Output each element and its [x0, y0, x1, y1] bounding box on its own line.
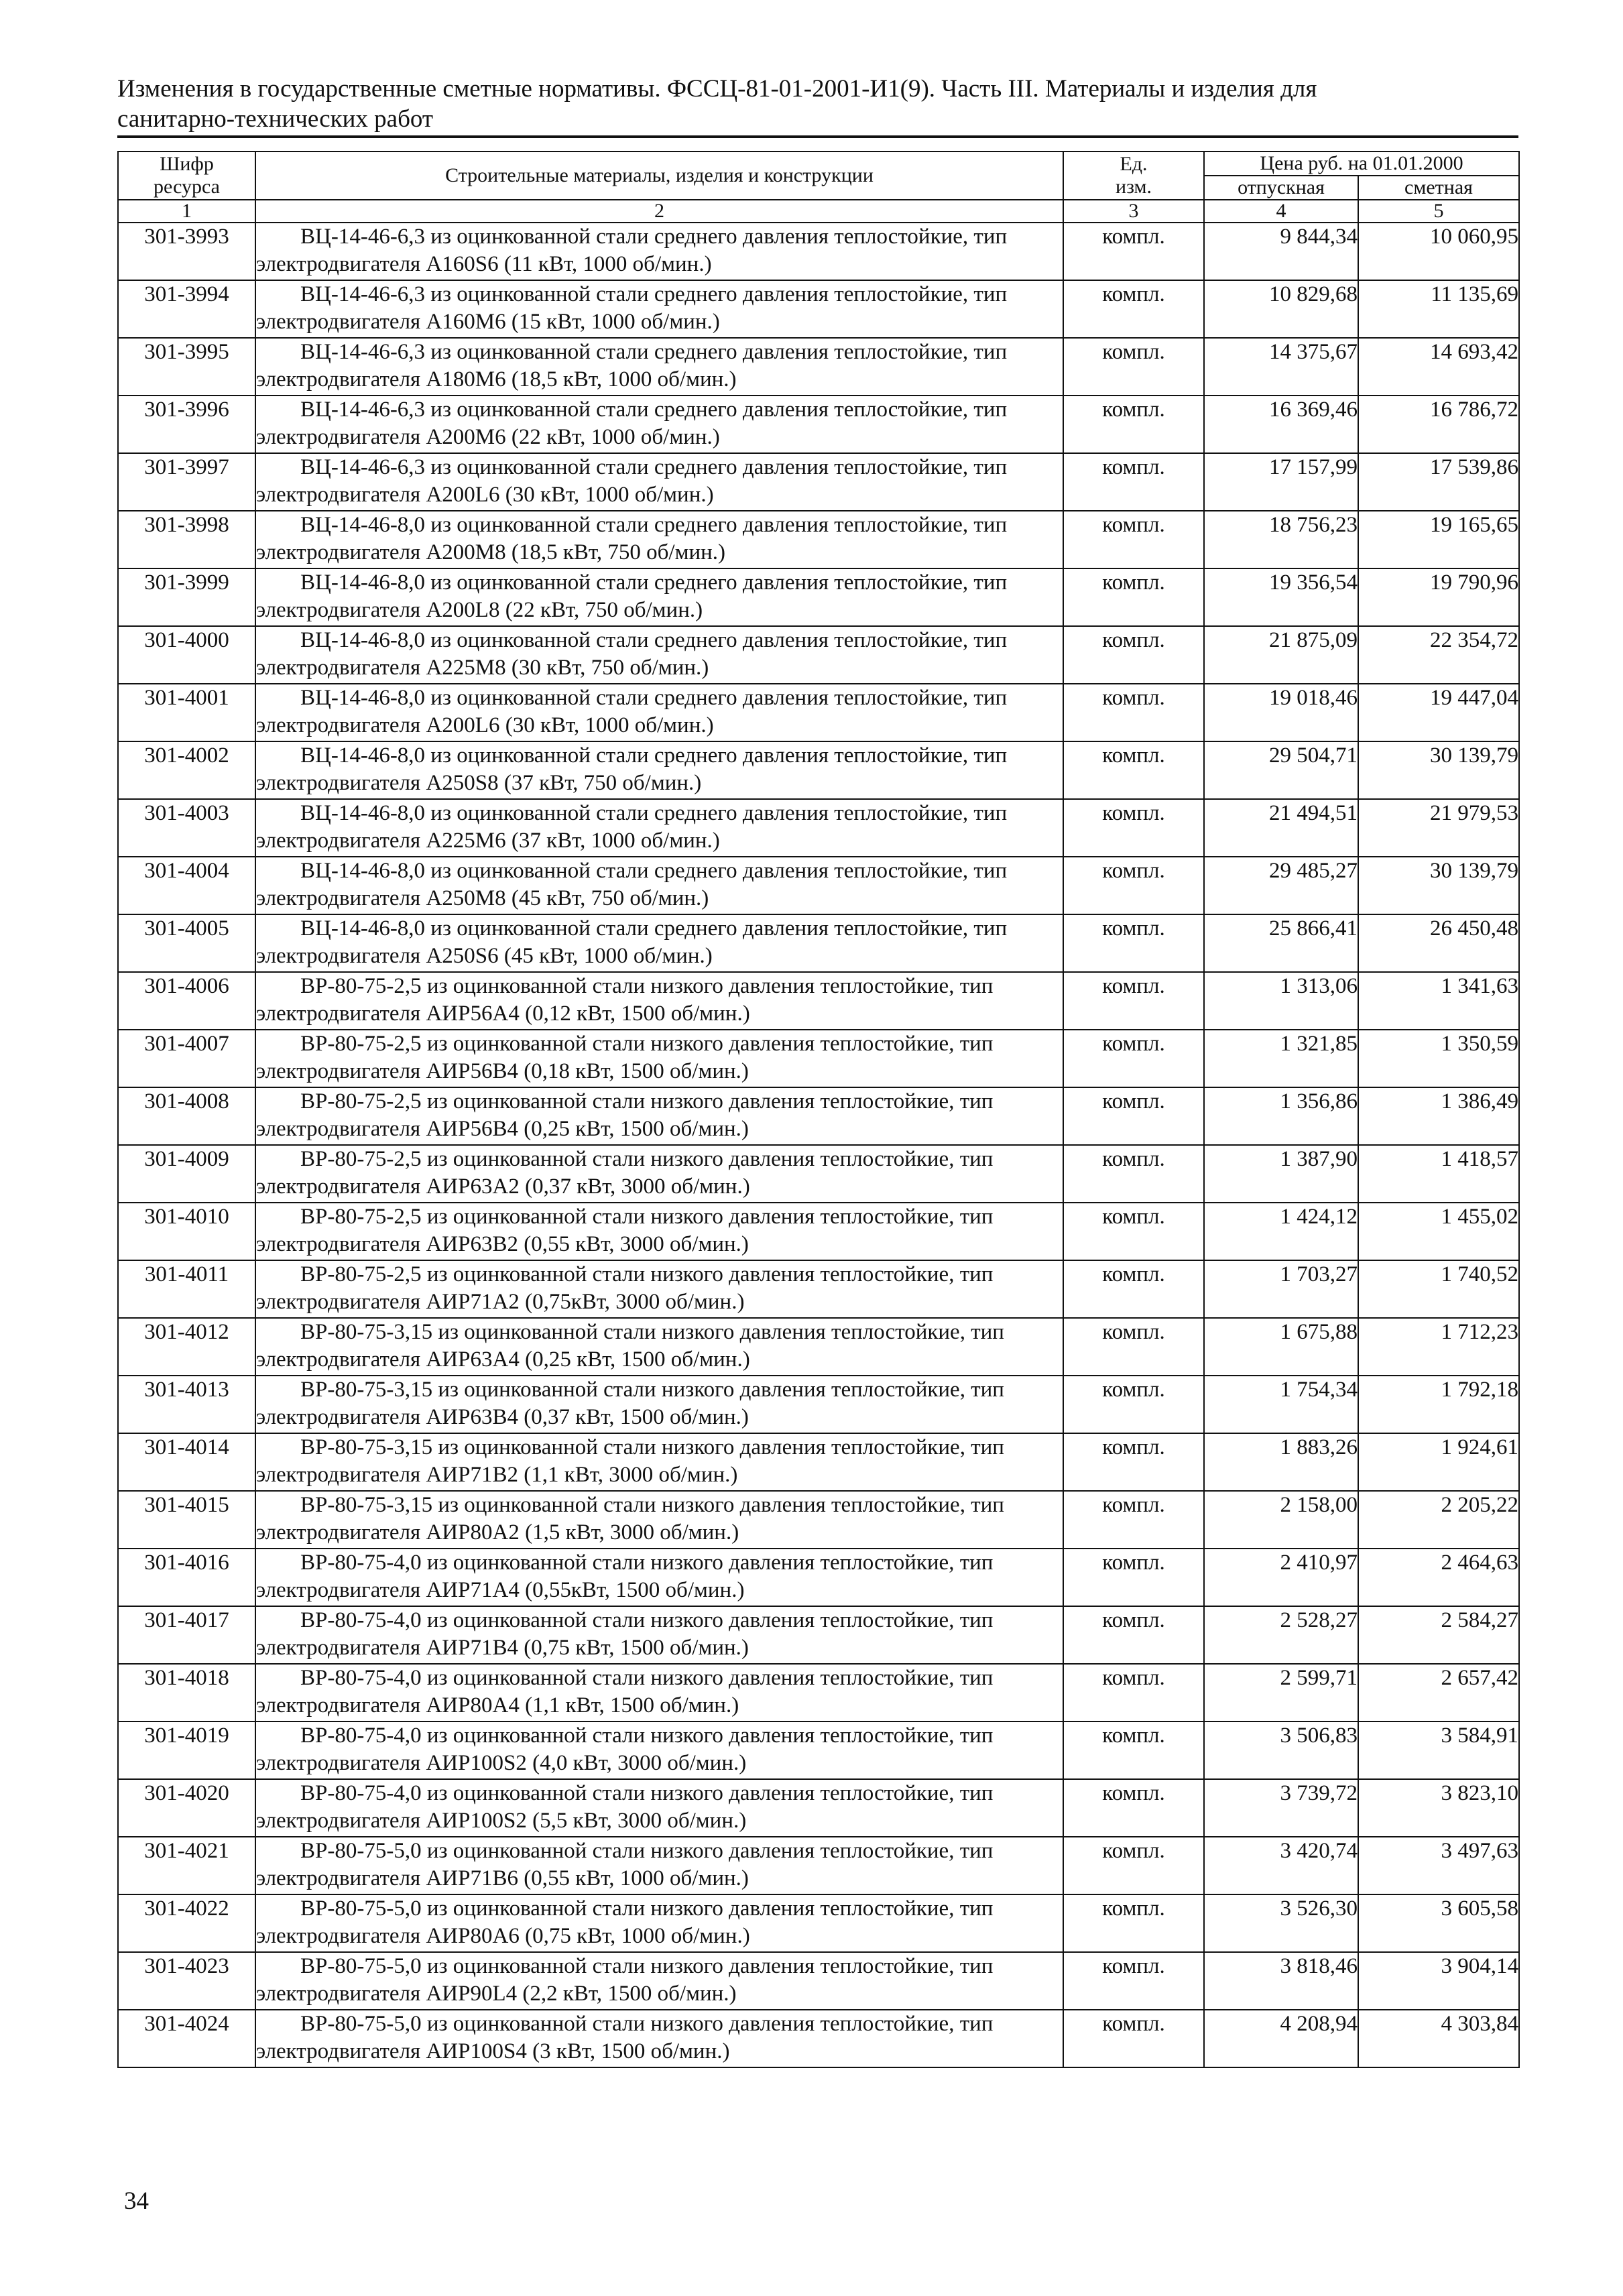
- resource-code-cell: 301-3993: [118, 223, 255, 280]
- unit-cell: компл.: [1063, 1145, 1204, 1203]
- resource-code-cell: 301-4018: [118, 1664, 255, 1721]
- table-row: [118, 1030, 1519, 1087]
- resource-code-cell: 301-4012: [118, 1318, 255, 1376]
- header-resource-code-line1: Шифр: [160, 153, 214, 175]
- description-cell: ВЦ-14-46-8,0 из оцинкованной стали среднего давления теплостойкие, тип электродвигателя А200L8 (22 кВт, 750 об/мин.): [255, 568, 1063, 626]
- estimate-price-cell: 3 605,58: [1358, 1894, 1519, 1952]
- unit-cell: компл.: [1063, 857, 1204, 914]
- page-header: [117, 74, 1518, 138]
- description-cell: ВЦ-14-46-6,3 из оцинкованной стали среднего давления теплостойкие, тип электродвигателя А160S6 (11 кВт, 1000 об/мин.): [255, 223, 1063, 280]
- unit-cell: компл.: [1063, 1491, 1204, 1549]
- release-price-cell: 2 528,27: [1204, 1606, 1358, 1664]
- estimate-price-cell: 10 060,95: [1358, 223, 1519, 280]
- unit-cell: компл.: [1063, 914, 1204, 972]
- release-price-cell: 25 866,41: [1204, 914, 1358, 972]
- unit-cell: компл.: [1063, 511, 1204, 568]
- table-row: [118, 1260, 1519, 1318]
- header-price: Цена руб. на 01.01.2000: [1204, 152, 1519, 176]
- resource-code-cell: 301-4003: [118, 799, 255, 857]
- unit-cell: компл.: [1063, 1030, 1204, 1087]
- resource-code-cell: 301-4016: [118, 1549, 255, 1606]
- estimate-price-cell: 4 303,84: [1358, 2010, 1519, 2067]
- unit-cell: компл.: [1063, 396, 1204, 453]
- estimate-price-cell: 1 418,57: [1358, 1145, 1519, 1203]
- release-price-cell: 3 506,83: [1204, 1721, 1358, 1779]
- resource-code-cell: 301-3997: [118, 453, 255, 511]
- release-price-cell: 1 424,12: [1204, 1203, 1358, 1260]
- table-row: [118, 1952, 1519, 2010]
- description-cell: ВР-80-75-2,5 из оцинкованной стали низкого давления теплостойкие, тип электродвигателя АИР63А2 (0,37 кВт, 3000 об/мин.): [255, 1145, 1063, 1203]
- estimate-price-cell: 3 904,14: [1358, 1952, 1519, 2010]
- release-price-cell: 10 829,68: [1204, 280, 1358, 338]
- column-number: 1: [118, 200, 255, 223]
- release-price-cell: 1 754,34: [1204, 1376, 1358, 1433]
- table-row: [118, 1087, 1519, 1145]
- description-cell: ВР-80-75-3,15 из оцинкованной стали низкого давления теплостойкие, тип электродвигателя АИР80А2 (1,5 кВт, 3000 об/мин.): [255, 1491, 1063, 1549]
- release-price-cell: 16 369,46: [1204, 396, 1358, 453]
- description-cell: ВЦ-14-46-6,3 из оцинкованной стали среднего давления теплостойкие, тип электродвигателя А200L6 (30 кВт, 1000 об/мин.): [255, 453, 1063, 511]
- description-cell: ВЦ-14-46-6,3 из оцинкованной стали среднего давления теплостойкие, тип электродвигателя А160М6 (15 кВт, 1000 об/мин.): [255, 280, 1063, 338]
- unit-cell: компл.: [1063, 2010, 1204, 2067]
- unit-cell: компл.: [1063, 280, 1204, 338]
- description-cell: ВР-80-75-4,0 из оцинкованной стали низкого давления теплостойкие, тип электродвигателя АИР100S2 (5,5 кВт, 3000 об/мин.): [255, 1779, 1063, 1837]
- description-cell: ВЦ-14-46-8,0 из оцинкованной стали среднего давления теплостойкие, тип электродвигателя А200М8 (18,5 кВт, 750 об/мин.): [255, 511, 1063, 568]
- unit-cell: компл.: [1063, 1837, 1204, 1894]
- estimate-price-cell: 21 979,53: [1358, 799, 1519, 857]
- release-price-cell: 1 387,90: [1204, 1145, 1358, 1203]
- unit-cell: компл.: [1063, 1721, 1204, 1779]
- unit-cell: компл.: [1063, 453, 1204, 511]
- release-price-cell: 2 410,97: [1204, 1549, 1358, 1606]
- description-cell: ВЦ-14-46-6,3 из оцинкованной стали среднего давления теплостойкие, тип электродвигателя А180М6 (18,5 кВт, 1000 об/мин.): [255, 338, 1063, 396]
- description-cell: ВЦ-14-46-6,3 из оцинкованной стали среднего давления теплостойкие, тип электродвигателя А200М6 (22 кВт, 1000 об/мин.): [255, 396, 1063, 453]
- unit-cell: компл.: [1063, 223, 1204, 280]
- release-price-cell: 1 883,26: [1204, 1433, 1358, 1491]
- table-row: [118, 914, 1519, 972]
- resource-code-cell: 301-4000: [118, 626, 255, 684]
- estimate-price-cell: 19 165,65: [1358, 511, 1519, 568]
- release-price-cell: 21 875,09: [1204, 626, 1358, 684]
- resource-code-cell: 301-4001: [118, 684, 255, 741]
- table-row: [118, 1721, 1519, 1779]
- estimate-price-cell: 14 693,42: [1358, 338, 1519, 396]
- description-cell: ВР-80-75-2,5 из оцинкованной стали низкого давления теплостойкие, тип электродвигателя АИР63В2 (0,55 кВт, 3000 об/мин.): [255, 1203, 1063, 1260]
- table-row: [118, 1376, 1519, 1433]
- release-price-cell: 19 356,54: [1204, 568, 1358, 626]
- release-price-cell: 1 321,85: [1204, 1030, 1358, 1087]
- table-row: [118, 626, 1519, 684]
- unit-cell: компл.: [1063, 1779, 1204, 1837]
- column-number: 2: [255, 200, 1063, 223]
- estimate-price-cell: 1 712,23: [1358, 1318, 1519, 1376]
- header-release-price: отпускная: [1204, 176, 1358, 200]
- header-resource-code-line2: ресурса: [154, 176, 220, 198]
- resource-code-cell: 301-4015: [118, 1491, 255, 1549]
- table-row: [118, 741, 1519, 799]
- release-price-cell: 29 485,27: [1204, 857, 1358, 914]
- table-row: [118, 396, 1519, 453]
- table-row: [118, 568, 1519, 626]
- column-numbers-row: [118, 200, 1519, 223]
- table-row: [118, 453, 1519, 511]
- unit-cell: компл.: [1063, 626, 1204, 684]
- resource-code-cell: 301-4002: [118, 741, 255, 799]
- column-number: 5: [1358, 200, 1519, 223]
- column-number: 4: [1204, 200, 1358, 223]
- estimate-price-cell: 1 350,59: [1358, 1030, 1519, 1087]
- estimate-price-cell: 1 792,18: [1358, 1376, 1519, 1433]
- estimate-price-cell: 17 539,86: [1358, 453, 1519, 511]
- header-unit-line2: изм.: [1116, 176, 1152, 198]
- description-cell: ВР-80-75-4,0 из оцинкованной стали низкого давления теплостойкие, тип электродвигателя АИР100S2 (4,0 кВт, 3000 об/мин.): [255, 1721, 1063, 1779]
- description-cell: ВР-80-75-3,15 из оцинкованной стали низкого давления теплостойкие, тип электродвигателя АИР63А4 (0,25 кВт, 1500 об/мин.): [255, 1318, 1063, 1376]
- table-row: [118, 1203, 1519, 1260]
- unit-cell: компл.: [1063, 568, 1204, 626]
- table-row: [118, 2010, 1519, 2067]
- unit-cell: компл.: [1063, 1952, 1204, 2010]
- resource-code-cell: 301-3995: [118, 338, 255, 396]
- unit-cell: компл.: [1063, 1318, 1204, 1376]
- estimate-price-cell: 1 455,02: [1358, 1203, 1519, 1260]
- estimate-price-cell: 30 139,79: [1358, 741, 1519, 799]
- page-number: 34: [124, 2187, 149, 2215]
- description-cell: ВР-80-75-4,0 из оцинкованной стали низкого давления теплостойкие, тип электродвигателя АИР80А4 (1,1 кВт, 1500 об/мин.): [255, 1664, 1063, 1721]
- description-cell: ВР-80-75-2,5 из оцинкованной стали низкого давления теплостойкие, тип электродвигателя АИР56А4 (0,12 кВт, 1500 об/мин.): [255, 972, 1063, 1030]
- unit-cell: компл.: [1063, 1087, 1204, 1145]
- table-row: [118, 1491, 1519, 1549]
- estimate-price-cell: 16 786,72: [1358, 396, 1519, 453]
- resource-code-cell: 301-4024: [118, 2010, 255, 2067]
- header-resource-code: [118, 152, 255, 200]
- resource-code-cell: 301-4021: [118, 1837, 255, 1894]
- description-cell: ВР-80-75-2,5 из оцинкованной стали низкого давления теплостойкие, тип электродвигателя АИР56В4 (0,25 кВт, 1500 об/мин.): [255, 1087, 1063, 1145]
- description-cell: ВР-80-75-4,0 из оцинкованной стали низкого давления теплостойкие, тип электродвигателя АИР71А4 (0,55кВт, 1500 об/мин.): [255, 1549, 1063, 1606]
- column-number: 3: [1063, 200, 1204, 223]
- table-row: [118, 338, 1519, 396]
- estimate-price-cell: 3 584,91: [1358, 1721, 1519, 1779]
- description-cell: ВЦ-14-46-8,0 из оцинкованной стали среднего давления теплостойкие, тип электродвигателя А250М8 (45 кВт, 750 об/мин.): [255, 857, 1063, 914]
- estimate-price-cell: 3 823,10: [1358, 1779, 1519, 1837]
- table-row: [118, 1549, 1519, 1606]
- table-row: [118, 799, 1519, 857]
- resource-code-cell: 301-4011: [118, 1260, 255, 1318]
- release-price-cell: 29 504,71: [1204, 741, 1358, 799]
- table-row: [118, 1894, 1519, 1952]
- estimate-price-cell: 1 386,49: [1358, 1087, 1519, 1145]
- release-price-cell: 3 818,46: [1204, 1952, 1358, 2010]
- release-price-cell: 1 356,86: [1204, 1087, 1358, 1145]
- resource-code-cell: 301-4022: [118, 1894, 255, 1952]
- table-row: [118, 1837, 1519, 1894]
- table-row: [118, 1664, 1519, 1721]
- resource-code-cell: 301-3994: [118, 280, 255, 338]
- unit-cell: компл.: [1063, 1260, 1204, 1318]
- header-unit: [1063, 152, 1204, 200]
- estimate-price-cell: 1 341,63: [1358, 972, 1519, 1030]
- header-title-line1: Изменения в государственные сметные нормативы. ФССЦ-81-01-2001-И1(9). Часть III. Материалы и изделия для: [117, 75, 1317, 103]
- estimate-price-cell: 26 450,48: [1358, 914, 1519, 972]
- release-price-cell: 2 599,71: [1204, 1664, 1358, 1721]
- release-price-cell: 3 526,30: [1204, 1894, 1358, 1952]
- unit-cell: компл.: [1063, 741, 1204, 799]
- unit-cell: компл.: [1063, 1664, 1204, 1721]
- unit-cell: компл.: [1063, 338, 1204, 396]
- resource-code-cell: 301-4005: [118, 914, 255, 972]
- release-price-cell: 17 157,99: [1204, 453, 1358, 511]
- resource-code-cell: 301-3996: [118, 396, 255, 453]
- unit-cell: компл.: [1063, 1894, 1204, 1952]
- description-cell: ВР-80-75-2,5 из оцинкованной стали низкого давления теплостойкие, тип электродвигателя АИР71А2 (0,75кВт, 3000 об/мин.): [255, 1260, 1063, 1318]
- release-price-cell: 2 158,00: [1204, 1491, 1358, 1549]
- description-cell: ВР-80-75-5,0 из оцинкованной стали низкого давления теплостойкие, тип электродвигателя АИР100S4 (3 кВт, 1500 об/мин.): [255, 2010, 1063, 2067]
- release-price-cell: 9 844,34: [1204, 223, 1358, 280]
- header-unit-line1: Ед.: [1120, 153, 1148, 175]
- resource-code-cell: 301-4006: [118, 972, 255, 1030]
- estimate-price-cell: 1 924,61: [1358, 1433, 1519, 1491]
- table-row: [118, 223, 1519, 280]
- description-cell: ВР-80-75-5,0 из оцинкованной стали низкого давления теплостойкие, тип электродвигателя АИР71В6 (0,55 кВт, 1000 об/мин.): [255, 1837, 1063, 1894]
- resource-code-cell: 301-4008: [118, 1087, 255, 1145]
- estimate-price-cell: 11 135,69: [1358, 280, 1519, 338]
- description-cell: ВЦ-14-46-8,0 из оцинкованной стали среднего давления теплостойкие, тип электродвигателя А250S8 (37 кВт, 750 об/мин.): [255, 741, 1063, 799]
- table-row: [118, 1606, 1519, 1664]
- estimate-price-cell: 22 354,72: [1358, 626, 1519, 684]
- table-row: [118, 280, 1519, 338]
- estimate-price-cell: 1 740,52: [1358, 1260, 1519, 1318]
- estimate-price-cell: 2 205,22: [1358, 1491, 1519, 1549]
- table-row: [118, 1433, 1519, 1491]
- table-row: [118, 684, 1519, 741]
- resource-code-cell: 301-4017: [118, 1606, 255, 1664]
- table-row: [118, 972, 1519, 1030]
- resource-code-cell: 301-4020: [118, 1779, 255, 1837]
- release-price-cell: 21 494,51: [1204, 799, 1358, 857]
- table-row: [118, 511, 1519, 568]
- resource-code-cell: 301-3999: [118, 568, 255, 626]
- header-title-line2: санитарно-технических работ: [117, 105, 434, 133]
- table-row: [118, 1779, 1519, 1837]
- resource-code-cell: 301-4023: [118, 1952, 255, 2010]
- resource-code-cell: 301-4004: [118, 857, 255, 914]
- release-price-cell: 1 675,88: [1204, 1318, 1358, 1376]
- release-price-cell: 18 756,23: [1204, 511, 1358, 568]
- release-price-cell: 1 703,27: [1204, 1260, 1358, 1318]
- release-price-cell: 19 018,46: [1204, 684, 1358, 741]
- resource-code-cell: 301-4014: [118, 1433, 255, 1491]
- unit-cell: компл.: [1063, 1433, 1204, 1491]
- description-cell: ВЦ-14-46-8,0 из оцинкованной стали среднего давления теплостойкие, тип электродвигателя А250S6 (45 кВт, 1000 об/мин.): [255, 914, 1063, 972]
- description-cell: ВР-80-75-5,0 из оцинкованной стали низкого давления теплостойкие, тип электродвигателя АИР90L4 (2,2 кВт, 1500 об/мин.): [255, 1952, 1063, 2010]
- table-row: [118, 1318, 1519, 1376]
- description-cell: ВР-80-75-3,15 из оцинкованной стали низкого давления теплостойкие, тип электродвигателя АИР71В2 (1,1 кВт, 3000 об/мин.): [255, 1433, 1063, 1491]
- description-cell: ВР-80-75-2,5 из оцинкованной стали низкого давления теплостойкие, тип электродвигателя АИР56В4 (0,18 кВт, 1500 об/мин.): [255, 1030, 1063, 1087]
- unit-cell: компл.: [1063, 799, 1204, 857]
- release-price-cell: 14 375,67: [1204, 338, 1358, 396]
- table-body: [118, 223, 1519, 2067]
- resource-code-cell: 301-4009: [118, 1145, 255, 1203]
- description-cell: ВР-80-75-5,0 из оцинкованной стали низкого давления теплостойкие, тип электродвигателя АИР80А6 (0,75 кВт, 1000 об/мин.): [255, 1894, 1063, 1952]
- resource-code-cell: 301-4013: [118, 1376, 255, 1433]
- estimate-price-cell: 3 497,63: [1358, 1837, 1519, 1894]
- table-row: [118, 1145, 1519, 1203]
- release-price-cell: 4 208,94: [1204, 2010, 1358, 2067]
- description-cell: ВР-80-75-3,15 из оцинкованной стали низкого давления теплостойкие, тип электродвигателя АИР63В4 (0,37 кВт, 1500 об/мин.): [255, 1376, 1063, 1433]
- table-row: [118, 857, 1519, 914]
- resource-code-cell: 301-3998: [118, 511, 255, 568]
- price-table: [117, 151, 1520, 2068]
- description-cell: ВЦ-14-46-8,0 из оцинкованной стали среднего давления теплостойкие, тип электродвигателя А225М8 (30 кВт, 750 об/мин.): [255, 626, 1063, 684]
- unit-cell: компл.: [1063, 1606, 1204, 1664]
- estimate-price-cell: 19 790,96: [1358, 568, 1519, 626]
- unit-cell: компл.: [1063, 972, 1204, 1030]
- unit-cell: компл.: [1063, 1203, 1204, 1260]
- release-price-cell: 3 739,72: [1204, 1779, 1358, 1837]
- description-cell: ВР-80-75-4,0 из оцинкованной стали низкого давления теплостойкие, тип электродвигателя АИР71В4 (0,75 кВт, 1500 об/мин.): [255, 1606, 1063, 1664]
- header-description: Строительные материалы, изделия и конструкции: [255, 152, 1063, 200]
- resource-code-cell: 301-4010: [118, 1203, 255, 1260]
- estimate-price-cell: 2 464,63: [1358, 1549, 1519, 1606]
- unit-cell: компл.: [1063, 684, 1204, 741]
- unit-cell: компл.: [1063, 1376, 1204, 1433]
- release-price-cell: 1 313,06: [1204, 972, 1358, 1030]
- release-price-cell: 3 420,74: [1204, 1837, 1358, 1894]
- resource-code-cell: 301-4007: [118, 1030, 255, 1087]
- estimate-price-cell: 30 139,79: [1358, 857, 1519, 914]
- unit-cell: компл.: [1063, 1549, 1204, 1606]
- description-cell: ВЦ-14-46-8,0 из оцинкованной стали среднего давления теплостойкие, тип электродвигателя А225М6 (37 кВт, 1000 об/мин.): [255, 799, 1063, 857]
- estimate-price-cell: 2 657,42: [1358, 1664, 1519, 1721]
- description-cell: ВЦ-14-46-8,0 из оцинкованной стали среднего давления теплостойкие, тип электродвигателя А200L6 (30 кВт, 1000 об/мин.): [255, 684, 1063, 741]
- header-estimate-price: сметная: [1358, 176, 1519, 200]
- resource-code-cell: 301-4019: [118, 1721, 255, 1779]
- estimate-price-cell: 2 584,27: [1358, 1606, 1519, 1664]
- estimate-price-cell: 19 447,04: [1358, 684, 1519, 741]
